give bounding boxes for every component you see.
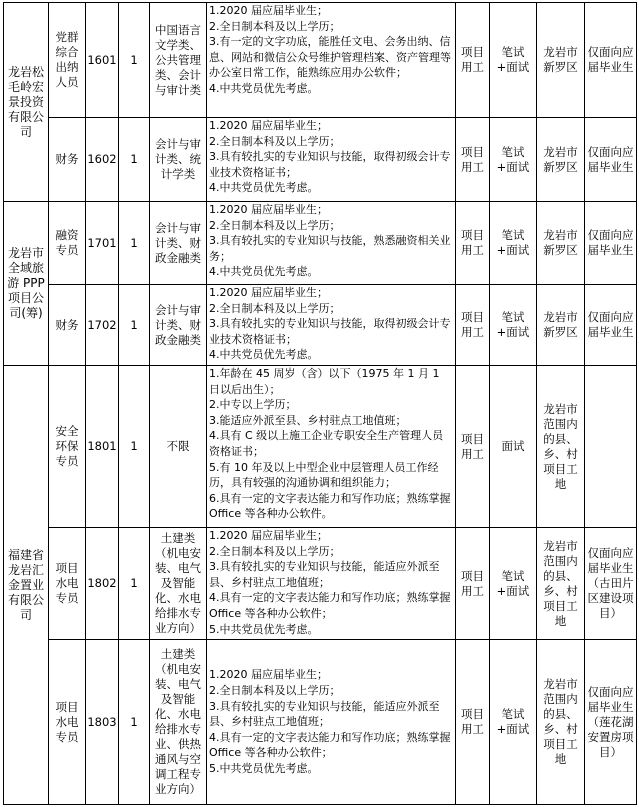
position-cell: 党群综合出纳人员 xyxy=(49,3,86,118)
code-cell: 1602 xyxy=(86,118,119,202)
requirement-item: 3.具有较扎实的专业知识与技能，取得初级会计专业技术资格证书； xyxy=(209,150,451,179)
requirement-item: 4.中共党员优先考虑。 xyxy=(209,181,319,195)
employment-cell: 项目用工 xyxy=(456,528,490,640)
position-cell: 项目水电专员 xyxy=(49,640,86,805)
target-cell xyxy=(585,366,637,528)
exam-cell: 笔试+面试 xyxy=(490,285,537,366)
code-cell: 1803 xyxy=(86,640,119,805)
requirement-item: 5.有 10 年及以上中型企业中层管理人员工作经历，具有较强的沟通协调和组织能力； xyxy=(209,460,439,490)
count-cell: 1 xyxy=(119,202,150,285)
target-cell: 仅面向应届毕业生（古田片区建设项目） xyxy=(585,528,637,640)
target-cell: 仅面向应届毕业生（莲花湖安置房项目） xyxy=(585,640,637,805)
position-cell: 安全环保专员 xyxy=(49,366,86,528)
unit-cell: 福建省龙岩汇金置业有限公司 xyxy=(4,366,49,805)
count-cell: 1 xyxy=(119,118,150,202)
table-row xyxy=(4,202,637,285)
employment-cell: 项目用工 xyxy=(456,285,490,366)
major-cell: 土建类（机电安装、电气及智能化、水电给排水专业、供热通风与空调工程专业方向） xyxy=(150,640,207,805)
target-cell: 仅面向应届毕业生 xyxy=(585,285,637,366)
major-cell: 会计与审计类、财政金融类 xyxy=(150,285,207,366)
exam-cell: 笔试+面试 xyxy=(490,202,537,285)
code-cell: 1702 xyxy=(86,285,119,366)
requirement-item: 5.中共党员优先考虑。 xyxy=(209,761,319,775)
employment-cell: 项目用工 xyxy=(456,3,490,118)
code-cell: 1801 xyxy=(86,366,119,528)
position-cell: 财务 xyxy=(49,285,86,366)
requirement-item: 2.全日制本科及以上学历； xyxy=(209,301,341,315)
major-cell: 会计与审计类、统计学类 xyxy=(150,118,207,202)
requirement-item: 2.全日制本科及以上学历； xyxy=(209,218,341,232)
requirement-item: 4.中共党员优先考虑。 xyxy=(209,265,319,279)
target-cell: 仅面向应届毕业生 xyxy=(585,118,637,202)
requirement-item: 1.2020 届应届毕业生； xyxy=(209,668,328,682)
location-cell: 龙岩市新罗区 xyxy=(537,285,585,366)
requirement-item: 2.全日制本科及以上学历； xyxy=(209,544,341,558)
requirement-item: 2.全日制本科及以上学历； xyxy=(209,19,341,33)
unit-cell: 龙岩市全域旅游 PPP 项目公司(筹) xyxy=(4,202,49,366)
count-cell: 1 xyxy=(119,285,150,366)
exam-cell: 笔试+面试 xyxy=(490,528,537,640)
requirement-item: 1.2020 届应届毕业生； xyxy=(209,203,328,216)
exam-cell: 笔试+面试 xyxy=(490,118,537,202)
major-cell: 中国语言文学类、公共管理类、会计与审计类 xyxy=(150,3,207,118)
requirements-cell xyxy=(207,202,456,285)
count-cell: 1 xyxy=(119,640,150,805)
table-row xyxy=(4,366,637,528)
requirements-cell xyxy=(207,366,456,528)
requirement-item: 2.全日制本科及以上学历； xyxy=(209,134,341,148)
requirement-item: 3.有一定的文字功底，能胜任文电、会务出纳、信息、网站和微信公众号维护管理档案、资产管理等办公室日常工作，能熟练应用办公软件； xyxy=(209,35,451,80)
target-cell: 仅面向应届毕业生 xyxy=(585,202,637,285)
count-cell: 1 xyxy=(119,3,150,118)
count-cell: 1 xyxy=(119,366,150,528)
requirement-item: 3.具有较扎实的专业知识与技能，能适应外派至县、乡村驻点工地值班； xyxy=(209,560,440,589)
requirement-item: 1.2020 届应届毕业生； xyxy=(209,4,328,17)
location-cell: 龙岩市新罗区 xyxy=(537,202,585,285)
employment-cell: 项目用工 xyxy=(456,640,490,805)
code-cell: 1802 xyxy=(86,528,119,640)
requirements-cell xyxy=(207,528,456,640)
requirement-item: 1.年龄在 45 周岁（含）以下（1975 年 1 月 1 日以后出生）； xyxy=(209,367,440,396)
requirements-cell xyxy=(207,3,456,118)
table-row xyxy=(4,640,637,805)
exam-cell: 笔试+面试 xyxy=(490,640,537,805)
table-row xyxy=(4,3,637,118)
code-cell: 1701 xyxy=(86,202,119,285)
position-cell: 融资专员 xyxy=(49,202,86,285)
location-cell: 龙岩市范围内的县、乡、村项目工地 xyxy=(537,366,585,528)
requirement-item: 4.中共党员优先考虑。 xyxy=(209,348,319,362)
position-cell: 项目水电专员 xyxy=(49,528,86,640)
location-cell: 龙岩市新罗区 xyxy=(537,3,585,118)
requirement-item: 1.2020 届应届毕业生； xyxy=(209,119,328,132)
employment-cell: 项目用工 xyxy=(456,118,490,202)
major-cell: 不限 xyxy=(150,366,207,528)
exam-cell: 面试 xyxy=(490,366,537,528)
location-cell: 龙岩市范围内的县、乡、村项目工地 xyxy=(537,528,585,640)
table-row xyxy=(4,528,637,640)
requirement-item: 3.具有较扎实的专业知识与技能，熟悉融资相关业务； xyxy=(209,234,451,263)
location-cell: 龙岩市范围内的县、乡、村项目工地 xyxy=(537,640,585,805)
count-cell: 1 xyxy=(119,528,150,640)
target-cell: 仅面向应届毕业生 xyxy=(585,3,637,118)
recruitment-table xyxy=(3,2,637,805)
requirement-item: 6.具有一定的文字表达能力和写作功底；熟练掌握 Office 等各种办公软件。 xyxy=(209,491,451,521)
location-cell: 龙岩市新罗区 xyxy=(537,118,585,202)
requirement-item: 4.中共党员优先考虑。 xyxy=(209,81,319,95)
requirements-cell xyxy=(207,285,456,366)
unit-cell: 龙岩松毛岭宏景投资有限公司 xyxy=(4,3,49,202)
table-row xyxy=(4,118,637,202)
position-cell: 财务 xyxy=(49,118,86,202)
requirement-item: 4.具有 C 级以上施工企业专职安全生产管理人员资格证书； xyxy=(209,429,444,458)
employment-cell: 项目用工 xyxy=(456,202,490,285)
requirement-item: 3.具有较扎实的专业知识与技能，取得初级会计专业技术资格证书； xyxy=(209,317,451,346)
requirement-item: 1.2020 届应届毕业生； xyxy=(209,529,328,542)
requirements-cell xyxy=(207,640,456,805)
code-cell: 1601 xyxy=(86,3,119,118)
major-cell: 土建类（机电安装、电气及智能化、水电给排水专业方向） xyxy=(150,528,207,640)
requirement-item: 4.具有一定的文字表达能力和写作功底；熟练掌握 Office 等各种办公软件； xyxy=(209,730,451,760)
requirement-item: 5.中共党员优先考虑。 xyxy=(209,622,319,636)
requirement-item: 3.具有较扎实的专业知识与技能，能适应外派至县、乡村驻点工地值班； xyxy=(209,699,440,729)
table-row xyxy=(4,285,637,366)
requirement-item: 2.全日制本科及以上学历； xyxy=(209,684,341,698)
requirement-item: 3.能适应外派至县、乡村驻点工地值班； xyxy=(209,413,407,427)
requirement-item: 1.2020 届应届毕业生； xyxy=(209,286,328,299)
exam-cell: 笔试+面试 xyxy=(490,3,537,118)
major-cell: 会计与审计类、财政金融类 xyxy=(150,202,207,285)
requirements-cell xyxy=(207,118,456,202)
employment-cell: 项目用工 xyxy=(456,366,490,528)
requirement-item: 4.具有一定的文字表达能力和写作功底；熟练掌握 Office 等各种办公软件； xyxy=(209,591,451,620)
requirement-item: 2.中专以上学历； xyxy=(209,398,297,412)
